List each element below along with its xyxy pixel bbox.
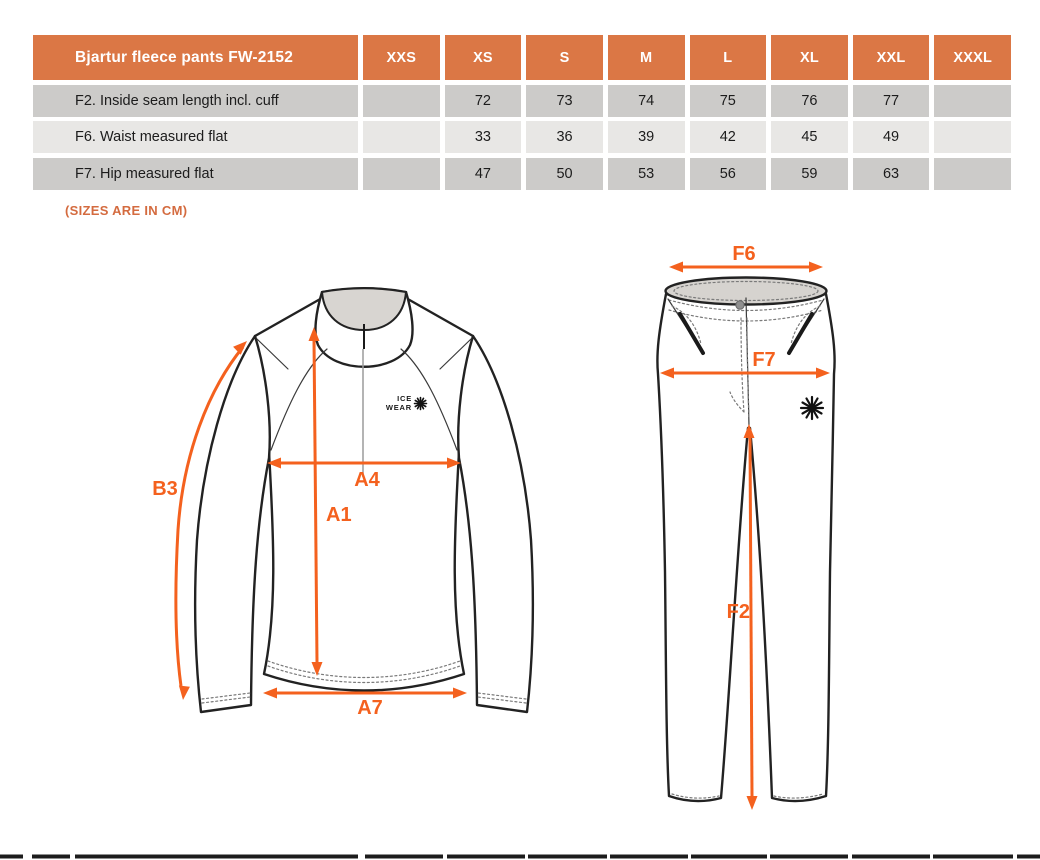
measure-label-a4: A4	[354, 469, 380, 491]
value-cell	[363, 121, 440, 153]
measurement-diagram	[0, 228, 1040, 860]
value-cell: 77	[853, 85, 930, 117]
fleece-left-sleeve	[195, 336, 270, 712]
size-header-l: L	[690, 35, 767, 80]
value-cell: 74	[608, 85, 685, 117]
value-cell: 49	[853, 121, 930, 153]
value-cell: 33	[445, 121, 522, 153]
value-cell: 73	[526, 85, 603, 117]
measure-label-f6: F6	[732, 243, 756, 265]
measure-a7-hem	[263, 688, 467, 720]
logo-line2: WEAR	[385, 403, 412, 412]
value-cell: 75	[690, 85, 767, 117]
product-header-cell: Bjartur fleece pants FW-2152	[33, 35, 358, 80]
size-header-xs: XS	[445, 35, 522, 80]
value-cell: 72	[445, 85, 522, 117]
size-table	[33, 35, 1011, 190]
value-cell: 45	[771, 121, 848, 153]
row-label-cell: F2. Inside seam length incl. cuff	[33, 85, 358, 117]
value-cell: 63	[853, 158, 930, 190]
measure-label-f7: F7	[752, 349, 776, 371]
size-header-m: M	[608, 35, 685, 80]
size-header-xxs: XXS	[363, 35, 440, 80]
value-cell	[934, 158, 1011, 190]
size-header-xxl: XXL	[853, 35, 930, 80]
value-cell: 76	[771, 85, 848, 117]
measure-f6-waist	[669, 243, 823, 273]
value-cell: 56	[690, 158, 767, 190]
row-label-cell: F7. Hip measured flat	[33, 158, 358, 190]
waist-button	[736, 301, 744, 309]
value-cell	[363, 158, 440, 190]
next-table-top-edge	[0, 855, 1040, 859]
size-header-xl: XL	[771, 35, 848, 80]
value-cell: 36	[526, 121, 603, 153]
value-cell	[934, 121, 1011, 153]
measure-label-f2: F2	[726, 601, 750, 623]
value-cell: 47	[445, 158, 522, 190]
logo-line1: ICE	[397, 394, 412, 403]
value-cell: 50	[526, 158, 603, 190]
size-header-xxxl: XXXL	[934, 35, 1011, 80]
value-cell: 53	[608, 158, 685, 190]
value-cell: 39	[608, 121, 685, 153]
pants-drawing	[657, 243, 834, 810]
value-cell: 42	[690, 121, 767, 153]
measure-label-a7: A7	[357, 697, 383, 719]
size-header-s: S	[526, 35, 603, 80]
pants-body	[657, 294, 834, 801]
value-cell: 59	[771, 158, 848, 190]
sizes-unit-note: (SIZES ARE IN CM)	[65, 203, 188, 218]
value-cell	[363, 85, 440, 117]
measure-label-a1: A1	[326, 504, 352, 526]
measure-label-b3: B3	[152, 478, 178, 500]
row-label-cell: F6. Waist measured flat	[33, 121, 358, 153]
fleece-top-drawing	[152, 288, 533, 719]
fleece-right-sleeve	[458, 336, 533, 712]
value-cell	[934, 85, 1011, 117]
